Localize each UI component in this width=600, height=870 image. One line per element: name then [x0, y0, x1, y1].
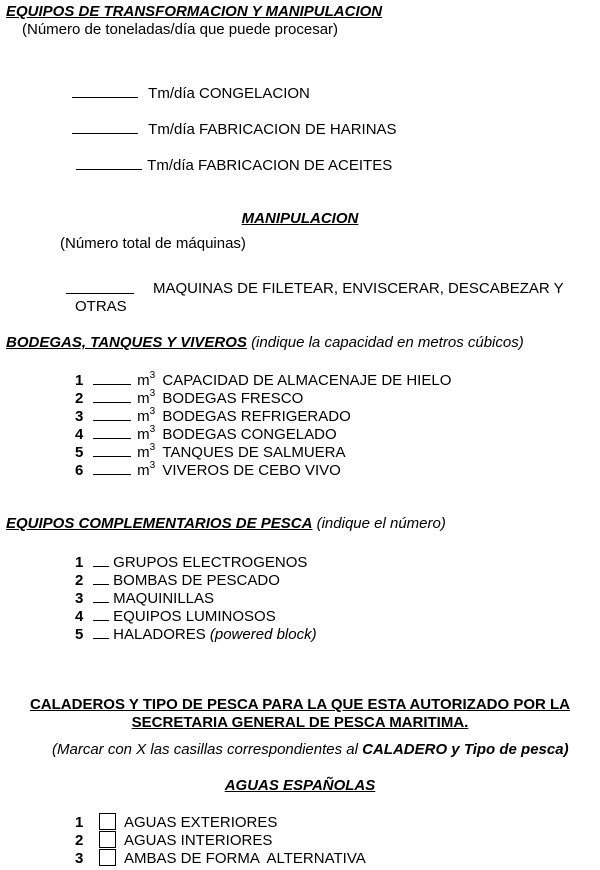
- row-number: 2: [75, 572, 84, 589]
- equipment-row: [75, 570, 280, 590]
- row-number: 4: [75, 426, 84, 443]
- row-label: BOMBAS DE PESCADO: [113, 572, 280, 589]
- row-label: AMBAS DE FORMA ALTERNATIVA: [124, 850, 366, 867]
- machines-line2: OTRAS: [75, 298, 127, 315]
- count-blank[interactable]: [93, 606, 109, 621]
- equipment-row: [75, 606, 276, 626]
- capacity-blank[interactable]: [93, 370, 131, 385]
- row-label: Tm/día CONGELACION: [148, 85, 310, 102]
- complementarios-heading: [6, 515, 446, 533]
- machines-line1: MAQUINAS DE FILETEAR, ENVISCERAR, DESCABEZAR Y: [153, 280, 564, 297]
- aguas-row: [75, 849, 366, 868]
- unit-m3: $m^3$: [137, 460, 156, 479]
- row-label: CAPACIDAD DE ALMACENAJE DE HIELO: [162, 372, 452, 389]
- transformation-title: EQUIPOS DE TRANSFORMACION Y MANIPULACION: [6, 3, 383, 20]
- bodega-row: [75, 460, 341, 480]
- aceites-row: [76, 155, 392, 175]
- caladeros-instruction: (Marcar con X las casillas correspondientes al CALADERO y Tipo de pesca): [52, 741, 569, 758]
- bodegas-title: BODEGAS, TANQUES Y VIVEROS: [6, 334, 247, 351]
- count-blank[interactable]: [93, 624, 109, 639]
- machines-blank[interactable]: [66, 279, 134, 294]
- row-label: VIVEROS DE CEBO VIVO: [162, 462, 341, 479]
- unit-m3: $m^3$: [137, 442, 156, 461]
- row-extra: (powered block): [209, 626, 317, 643]
- row-number: 3: [75, 850, 84, 867]
- unit-m3: $m^3$: [137, 370, 156, 389]
- row-label: AGUAS INTERIORES: [124, 832, 273, 849]
- bodega-row: [75, 370, 451, 390]
- tonnage-blank[interactable]: [72, 83, 138, 98]
- checkbox[interactable]: [99, 813, 116, 830]
- row-label: TANQUES DE SALMUERA: [162, 444, 346, 461]
- bodegas-heading: [6, 334, 524, 352]
- row-number: 6: [75, 462, 84, 479]
- capacity-blank[interactable]: [93, 406, 131, 421]
- row-label: EQUIPOS LUMINOSOS: [113, 608, 276, 625]
- row-label: BODEGAS CONGELADO: [162, 426, 337, 443]
- capacity-blank[interactable]: [93, 424, 131, 439]
- bodegas-note: (indique la capacidad en metros cúbicos): [251, 334, 524, 351]
- aguas-title: AGUAS ESPAÑOLAS: [224, 777, 376, 794]
- row-label: GRUPOS ELECTROGENOS: [113, 554, 308, 571]
- checkbox[interactable]: [99, 849, 116, 866]
- row-number: 1: [75, 814, 84, 831]
- harinas-row: [72, 119, 397, 139]
- equipment-row: [75, 624, 317, 644]
- bodega-row: [75, 406, 351, 426]
- capacity-blank[interactable]: [93, 388, 131, 403]
- transformation-subtitle: (Número de toneladas/día que puede procesar): [22, 21, 339, 38]
- checkbox[interactable]: [99, 831, 116, 848]
- count-blank[interactable]: [93, 570, 109, 585]
- row-number: 1: [75, 372, 84, 389]
- capacity-blank[interactable]: [93, 442, 131, 457]
- equipment-row: [75, 588, 214, 608]
- row-number: 5: [75, 626, 84, 643]
- caladeros-title-line2: SECRETARIA GENERAL DE PESCA MARITIMA.: [131, 714, 469, 731]
- row-number: 3: [75, 408, 84, 425]
- aguas-row: [75, 813, 277, 832]
- row-label: Tm/día FABRICACION DE ACEITES: [147, 157, 393, 174]
- row-label: BODEGAS REFRIGERADO: [162, 408, 351, 425]
- row-number: 3: [75, 590, 84, 607]
- capacity-blank[interactable]: [93, 460, 131, 475]
- tonnage-blank[interactable]: [76, 155, 142, 170]
- row-label: BODEGAS FRESCO: [162, 390, 304, 407]
- row-label: HALADORES: [113, 626, 206, 643]
- count-blank[interactable]: [93, 588, 109, 603]
- complementarios-title: EQUIPOS COMPLEMENTARIOS DE PESCA: [6, 515, 313, 532]
- aguas-row: [75, 831, 272, 850]
- row-label: MAQUINILLAS: [113, 590, 215, 607]
- row-number: 2: [75, 390, 84, 407]
- bodega-row: [75, 388, 303, 408]
- row-label: Tm/día FABRICACION DE HARINAS: [148, 121, 397, 138]
- tonnage-blank[interactable]: [72, 119, 138, 134]
- equipment-row: [75, 552, 307, 572]
- caladeros-title-line1: CALADEROS Y TIPO DE PESCA PARA LA QUE ESTA AUTORIZADO POR LA: [29, 696, 571, 713]
- row-number: 4: [75, 608, 84, 625]
- unit-m3: $m^3$: [137, 388, 156, 407]
- manipulacion-subtitle: (Número total de máquinas): [60, 235, 246, 252]
- bodega-row: [75, 442, 346, 462]
- row-number: 5: [75, 444, 84, 461]
- row-label: AGUAS EXTERIORES: [124, 814, 278, 831]
- unit-m3: $m^3$: [137, 406, 156, 425]
- unit-m3: $m^3$: [137, 424, 156, 443]
- row-number: 2: [75, 832, 84, 849]
- manipulacion-title: MANIPULACION: [241, 210, 359, 227]
- bodega-row: [75, 424, 337, 444]
- row-number: 1: [75, 554, 84, 571]
- congelacion-row: [72, 83, 310, 103]
- count-blank[interactable]: [93, 552, 109, 567]
- complementarios-note: (indique el número): [316, 515, 446, 532]
